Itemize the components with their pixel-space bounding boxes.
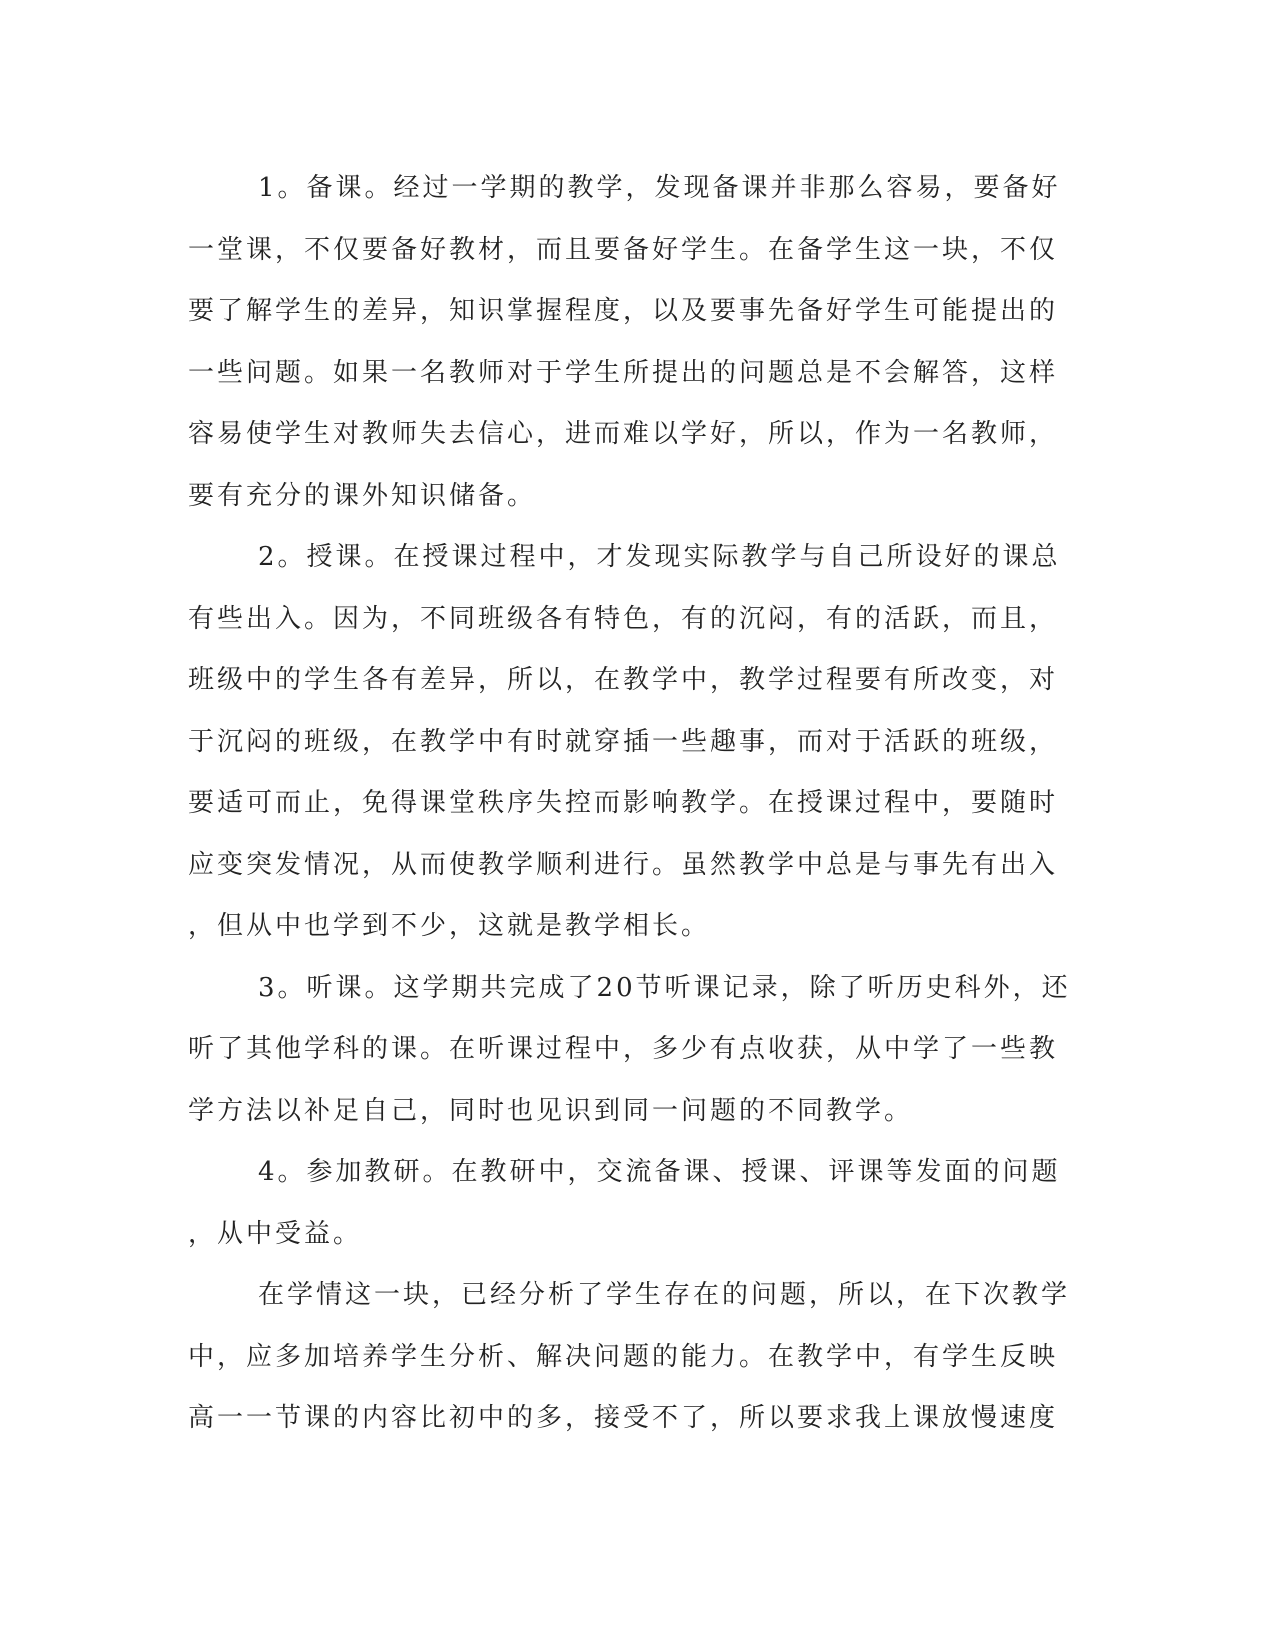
text-line: ，但从中也学到不少，这就是教学相长。 bbox=[188, 911, 711, 941]
text-line: 3。听课。这学期共完成了20节听课记录，除了听历史科外，还 bbox=[258, 972, 1071, 1003]
text-line: 容易使学生对教师失去信心，进而难以学好，所以，作为一名教师， bbox=[188, 419, 1059, 449]
text-line: 学方法以补足自己，同时也见识到同一问题的不同教学。 bbox=[188, 1095, 914, 1126]
text-line: 2。授课。在授课过程中，才发现实际教学与自己所设好的课总 bbox=[258, 542, 1061, 572]
text-line: ，从中受益。 bbox=[188, 1218, 363, 1249]
text-line: 听了其他学科的课。在听课过程中，多少有点收获，从中学了一些教 bbox=[188, 1034, 1059, 1064]
text-line: 于沉闷的班级，在教学中有时就穿插一些趣事，而对于活跃的班级， bbox=[188, 726, 1059, 757]
text-line: 应变突发情况，从而使教学顺利进行。虽然教学中总是与事先有出入 bbox=[188, 849, 1059, 880]
text-line: 要适可而止，免得课堂秩序失控而影响教学。在授课过程中，要随时 bbox=[188, 788, 1059, 818]
text-line: 中，应多加培养学生分析、解决问题的能力。在教学中，有学生反映 bbox=[188, 1341, 1059, 1372]
text-line: 班级中的学生各有差异，所以，在教学中，教学过程要有所改变，对 bbox=[188, 665, 1059, 695]
text-line: 在学情这一块，已经分析了学生存在的问题，所以，在下次教学 bbox=[258, 1280, 1071, 1310]
text-line: 有些出入。因为，不同班级各有特色，有的沉闷，有的活跃，而且， bbox=[188, 603, 1059, 634]
text-line: 1。备课。经过一学期的教学，发现备课并非那么容易，要备好 bbox=[258, 173, 1061, 203]
text-line: 要有充分的课外知识储备。 bbox=[188, 480, 537, 511]
text-line: 高一一节课的内容比初中的多，接受不了，所以要求我上课放慢速度 bbox=[188, 1403, 1059, 1433]
text-line: 一些问题。如果一名教师对于学生所提出的问题总是不会解答，这样 bbox=[188, 357, 1059, 388]
document-body bbox=[188, 158, 1088, 1450]
text-line: 4。参加教研。在教研中，交流备课、授课、评课等发面的问题 bbox=[258, 1157, 1061, 1187]
text-line: 要了解学生的差异，知识掌握程度，以及要事先备好学生可能提出的 bbox=[188, 296, 1059, 326]
text-line: 一堂课，不仅要备好教材，而且要备好学生。在备学生这一块，不仅 bbox=[188, 234, 1059, 265]
